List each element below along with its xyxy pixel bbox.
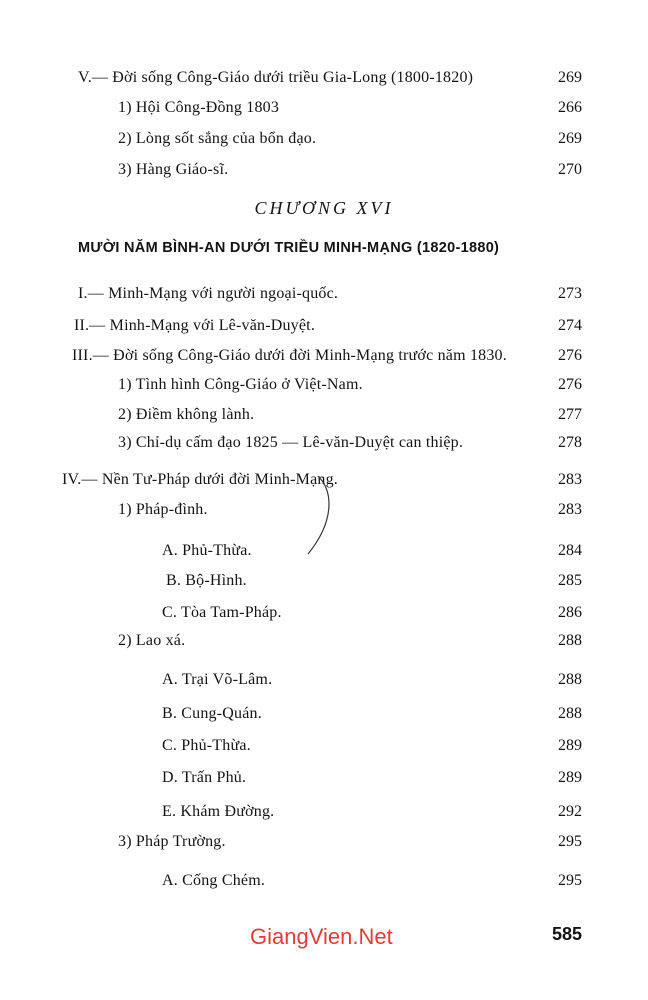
- toc-entry: [0, 868, 648, 894]
- toc-entry: [0, 313, 648, 339]
- entry-label: D. Trấn Phủ.: [162, 769, 247, 786]
- entry-label: E. Khám Đường.: [162, 803, 275, 820]
- entry-label: 2) Lao xá.: [118, 632, 186, 649]
- entry-label: B. Cung-Quán.: [162, 705, 262, 722]
- entry-page-number: 295: [558, 872, 582, 889]
- entry-label: I.— Minh-Mạng với người ngoại-quốc.: [78, 285, 339, 302]
- entry-label: IV.— Nền Tư-Pháp dưới đời Minh-Mạng.: [62, 471, 338, 488]
- entry-label: V.— Đời sống Công-Giáo dưới triều Gia-Long (1800-1820): [78, 69, 474, 86]
- entry-label: 3) Hàng Giáo-sĩ.: [118, 161, 229, 178]
- entry-label: 1) Tình hình Công-Giáo ở Việt-Nam.: [118, 376, 363, 393]
- entry-label: II.— Minh-Mạng với Lê-văn-Duyệt.: [74, 317, 316, 334]
- toc-entry: [0, 600, 648, 626]
- toc-entry: [0, 157, 648, 183]
- entry-page-number: 283: [558, 471, 582, 488]
- entry-label: A. Cống Chém.: [162, 872, 266, 889]
- entry-page-number: 266: [558, 99, 582, 116]
- entry-label: C. Tòa Tam-Pháp.: [162, 604, 282, 621]
- entry-page-number: 288: [558, 671, 582, 688]
- toc-entry: [0, 667, 648, 693]
- toc-entry: [0, 343, 648, 369]
- entry-label: A. Phủ-Thừa.: [162, 542, 252, 559]
- chapter-subtitle: MƯỜI NĂM BÌNH-AN DƯỚI TRIỀU MINH-MẠNG (1820-1880): [78, 240, 500, 256]
- toc-entry: [0, 733, 648, 759]
- entry-label: 2) Điềm không lành.: [118, 406, 255, 423]
- toc-entry: [0, 430, 648, 456]
- entry-page-number: 289: [558, 769, 582, 786]
- entry-page-number: 273: [558, 285, 582, 302]
- entry-page-number: 276: [558, 347, 582, 364]
- entry-page-number: 288: [558, 705, 582, 722]
- entry-page-number: 295: [558, 833, 582, 850]
- toc-entry: [0, 628, 648, 654]
- entry-page-number: 276: [558, 376, 582, 393]
- chapter-heading: CHƯƠNG XVI: [254, 198, 394, 218]
- entry-page-number: 289: [558, 737, 582, 754]
- entry-label: III.— Đời sống Công-Giáo dưới đời Minh-Mạng trước năm 1830.: [72, 347, 507, 364]
- entry-page-number: 285: [558, 572, 582, 589]
- toc-entry: [0, 829, 648, 855]
- entry-page-number: 269: [558, 69, 582, 86]
- toc-entry: [0, 402, 648, 428]
- entry-label: 3) Chỉ-dụ cấm đạo 1825 — Lê-văn-Duyệt can thiệp.: [118, 434, 464, 451]
- entry-page-number: 278: [558, 434, 582, 451]
- toc-entry: [0, 765, 648, 791]
- entry-page-number: 269: [558, 130, 582, 147]
- toc-entry: [0, 568, 648, 594]
- entry-page-number: 286: [558, 604, 582, 621]
- pencil-stroke-mark: [300, 470, 350, 560]
- toc-entry: [0, 95, 648, 121]
- entry-label: 1) Hội Công-Đồng 1803: [118, 99, 280, 116]
- entry-page-number: 283: [558, 501, 582, 518]
- toc-entry: [0, 701, 648, 727]
- entry-page-number: 292: [558, 803, 582, 820]
- entry-page-number: 270: [558, 161, 582, 178]
- entry-label: 3) Pháp Trường.: [118, 833, 226, 850]
- toc-entry: [0, 372, 648, 398]
- toc-entry: [0, 799, 648, 825]
- toc-entry: [0, 281, 648, 307]
- page-number: 585: [551, 924, 582, 944]
- entry-label: C. Phủ-Thừa.: [162, 737, 251, 754]
- entry-page-number: 277: [558, 406, 582, 423]
- toc-entry: [0, 126, 648, 152]
- toc-entry: [0, 65, 648, 91]
- entry-label: B. Bộ-Hình.: [166, 572, 247, 589]
- entry-page-number: 284: [558, 542, 582, 559]
- entry-label: 2) Lòng sốt sắng của bổn đạo.: [118, 130, 317, 147]
- entry-page-number: 274: [558, 317, 582, 334]
- entry-page-number: 288: [558, 632, 582, 649]
- watermark-site: GiangVien.Net: [250, 924, 393, 949]
- entry-label: A. Trại Võ-Lâm.: [162, 671, 273, 688]
- entry-label: 1) Pháp-đình.: [118, 501, 208, 518]
